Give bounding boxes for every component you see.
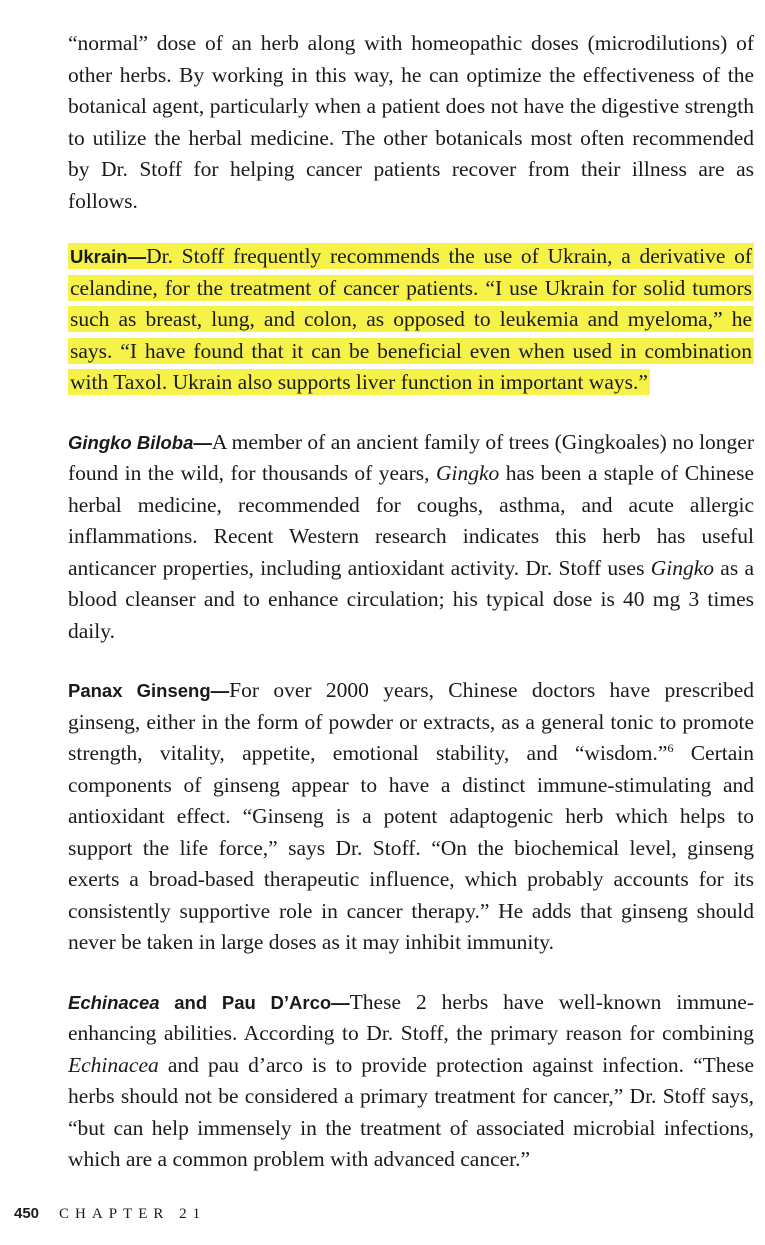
gingko-text-1: A member of an ancient family of trees (Gingkoales) no longer found in the wild, for thousands of years,: [68, 429, 754, 485]
gingko-text-2: has been a staple of Chinese herbal medicine, recommended for coughs, asthma, and acute allergic inflammations. Recent Western research indicates this herb has useful anticancer properties, including antioxidant activity. Dr. Stoff uses: [68, 461, 754, 580]
echinacea-term-italic: Echinacea: [68, 991, 160, 1013]
gingko-term: Gingko Biloba: [68, 431, 194, 453]
ukrain-paragraph: [68, 241, 754, 399]
ginseng-text-2: Certain components of ginseng appear to have a distinct immune-stimulating and antioxidant effect. “Ginseng is a potent adaptogenic herb which helps to support the life force,” says Dr. Stoff. “On the biochemical level, ginseng exerts a broad-based therapeutic influence, which probably accounts for its consistently supportive role in cancer therapy.” He adds that ginseng should never be taken in large doses as it may inhibit immunity.: [68, 741, 754, 954]
echinacea-italic-1: Echinacea: [68, 1052, 159, 1077]
gingko-dash: —: [193, 431, 212, 453]
ginseng-term: Panax Ginseng—: [68, 680, 230, 701]
body-text: [68, 28, 754, 1204]
page-number: 450: [14, 1205, 40, 1222]
ginseng-text-1: For over 2000 years, Chinese doctors have prescribed ginseng, either in the form of powder or extracts, as a general tonic to promote strength, vitality, appetite, emotional stability, and “wisdom.”: [68, 678, 754, 765]
echinacea-text-1: These 2 herbs have well-known immune-enhancing abilities. According to Dr. Stoff, the primary reason for combining: [68, 989, 754, 1045]
echinacea-paragraph: [68, 987, 754, 1176]
ginseng-paragraph: [68, 675, 754, 959]
gingko-text-3: as a blood cleanser and to enhance circulation; his typical dose is 40 mg 3 times daily.: [68, 555, 755, 643]
gingko-italic-2: Gingko: [650, 555, 715, 580]
echinacea-text-2: and pau d’arco is to provide protection against infection. “These herbs should not be considered a primary treatment for cancer,” Dr. Stoff says, “but can help immensely in the treatment of associated microbial infections, which are a common problem with advanced cancer.”: [68, 1052, 754, 1171]
ukrain-text: Dr. Stoff frequently recommends the use of Ukrain, a derivative of celandine, for the treatment of cancer patients. “I use Ukrain for solid tumors such as breast, lung, and colon, as opposed to leukemia and myeloma,” he says. “I have found that it can be beneficial even when used in combination with Taxol. Ukrain also supports liver function in important ways.”: [70, 244, 752, 394]
gingko-italic-1: Gingko: [435, 461, 500, 485]
intro-text: “normal” dose of an herb along with homeopathic doses (microdilutions) of other herbs. By working in this way, he can optimize the effectiveness of the botanical agent, particularly when a patient does not have the digestive strength to utilize the herbal medicine. The other botanicals most often recommended by Dr. Stoff for helping cancer patients recover from their illness are as follows.: [68, 31, 754, 213]
footnote-marker: 6: [667, 741, 674, 755]
page-footer: [14, 1205, 206, 1223]
intro-paragraph: [68, 28, 754, 217]
gingko-paragraph: [68, 427, 754, 648]
ukrain-term: Ukrain—: [70, 246, 147, 267]
chapter-label: CHAPTER 21: [59, 1206, 207, 1222]
echinacea-term-rest: and Pau D’Arco—: [159, 991, 350, 1013]
ukrain-highlight: [68, 243, 754, 395]
